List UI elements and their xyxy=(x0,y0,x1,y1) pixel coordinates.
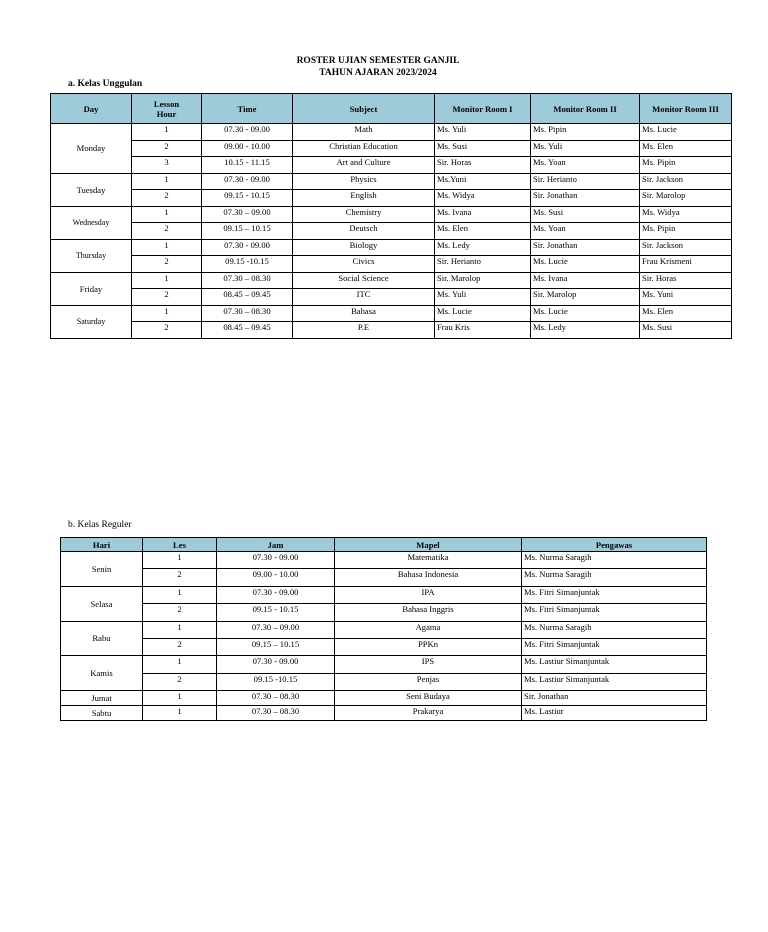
lesson-hour-cell: 1 xyxy=(132,206,202,223)
monitor-room-1-cell: Frau Kris xyxy=(435,322,531,339)
hari-cell: Senin xyxy=(61,552,143,587)
header-pengawas: Pengawas xyxy=(522,538,707,552)
mapel-cell: Seni Budaya xyxy=(335,691,522,706)
monitor-room-3-cell: Ms. Susi xyxy=(640,322,732,339)
table-row xyxy=(51,173,732,190)
day-cell: Thursday xyxy=(51,239,132,272)
hari-cell: Jumat xyxy=(61,691,143,706)
les-cell: 1 xyxy=(143,706,217,721)
header-time: Time xyxy=(202,94,293,124)
subject-cell: Civics xyxy=(293,256,435,273)
monitor-room-2-cell: Sir. Herianto xyxy=(531,173,640,190)
table-row xyxy=(61,569,707,586)
table-row xyxy=(61,586,707,603)
time-cell: 08.45 – 09.45 xyxy=(202,322,293,339)
subject-cell: English xyxy=(293,190,435,207)
table-row xyxy=(61,604,707,621)
lesson-hour-cell: 1 xyxy=(132,124,202,141)
time-cell: 07.30 - 09.00 xyxy=(202,239,293,256)
mapel-cell: Bahasa Inggris xyxy=(335,604,522,621)
lesson-hour-cell: 2 xyxy=(132,190,202,207)
lesson-hour-cell: 1 xyxy=(132,272,202,289)
time-cell: 07.30 – 08.30 xyxy=(202,272,293,289)
table-row xyxy=(61,691,707,706)
table-header-row xyxy=(51,94,732,124)
monitor-room-2-cell: Ms. Ledy xyxy=(531,322,640,339)
header-lesson-hour: Lesson Hour xyxy=(132,94,202,124)
monitor-room-2-cell: Ms. Lucie xyxy=(531,305,640,322)
time-cell: 07.30 – 08.30 xyxy=(202,305,293,322)
mapel-cell: PPKn xyxy=(335,638,522,655)
les-cell: 1 xyxy=(143,621,217,638)
les-cell: 2 xyxy=(143,673,217,690)
monitor-room-3-cell: Ms. Elen xyxy=(640,305,732,322)
header-monitor-room-2: Monitor Room II xyxy=(531,94,640,124)
table-row xyxy=(61,552,707,569)
mapel-cell: IPA xyxy=(335,586,522,603)
monitor-room-3-cell: Sir. Jackson xyxy=(640,239,732,256)
document-title: ROSTER UJIAN SEMESTER GANJIL xyxy=(296,56,460,66)
day-cell: Tuesday xyxy=(51,173,132,206)
monitor-room-2-cell: Sir. Jonathan xyxy=(531,190,640,207)
jam-cell: 07.30 – 08.30 xyxy=(217,691,335,706)
subject-cell: P.E xyxy=(293,322,435,339)
time-cell: 09.15 -10.15 xyxy=(202,256,293,273)
monitor-room-3-cell: Ms. Pipin xyxy=(640,157,732,174)
subject-cell: Physics xyxy=(293,173,435,190)
time-cell: 09.00 - 10.00 xyxy=(202,140,293,157)
pengawas-cell: Sir. Jonathan xyxy=(522,691,707,706)
jam-cell: 09.00 - 10.00 xyxy=(217,569,335,586)
monitor-room-3-cell: Sir. Horas xyxy=(640,272,732,289)
mapel-cell: Prakarya xyxy=(335,706,522,721)
monitor-room-1-cell: Ms. Ivana xyxy=(435,206,531,223)
table-row xyxy=(51,239,732,256)
pengawas-cell: Ms. Lastiur Simanjuntak xyxy=(522,673,707,690)
monitor-room-2-cell: Ms. Yoan xyxy=(531,157,640,174)
monitor-room-3-cell: Sir. Marolop xyxy=(640,190,732,207)
monitor-room-2-cell: Ms. Lucie xyxy=(531,256,640,273)
monitor-room-3-cell: Ms. Yuni xyxy=(640,289,732,306)
monitor-room-3-cell: Ms. Lucie xyxy=(640,124,732,141)
monitor-room-1-cell: Ms. Elen xyxy=(435,223,531,240)
lesson-hour-cell: 2 xyxy=(132,256,202,273)
mapel-cell: Penjas xyxy=(335,673,522,690)
subject-cell: Bahasa xyxy=(293,305,435,322)
jam-cell: 07.30 – 09.00 xyxy=(217,621,335,638)
table-row xyxy=(61,656,707,673)
monitor-room-1-cell: Ms.Yuni xyxy=(435,173,531,190)
time-cell: 07.30 - 09.00 xyxy=(202,173,293,190)
les-cell: 2 xyxy=(143,604,217,621)
subject-cell: ITC xyxy=(293,289,435,306)
day-cell: Friday xyxy=(51,272,132,305)
table-row xyxy=(51,322,732,339)
jam-cell: 07.30 - 09.00 xyxy=(217,552,335,569)
monitor-room-1-cell: Ms. Yuli xyxy=(435,124,531,141)
header-jam: Jam xyxy=(217,538,335,552)
les-cell: 1 xyxy=(143,586,217,603)
jam-cell: 09.15 – 10.15 xyxy=(217,638,335,655)
les-cell: 1 xyxy=(143,552,217,569)
table-row xyxy=(61,621,707,638)
table-row xyxy=(51,272,732,289)
table-row xyxy=(51,256,732,273)
table-row xyxy=(51,289,732,306)
monitor-room-3-cell: Ms. Pipin xyxy=(640,223,732,240)
time-cell: 08.45 – 09.45 xyxy=(202,289,293,306)
jam-cell: 07.30 – 08.30 xyxy=(217,706,335,721)
header-subject: Subject xyxy=(293,94,435,124)
lesson-hour-cell: 3 xyxy=(132,157,202,174)
hari-cell: Sabtu xyxy=(61,706,143,721)
table-row xyxy=(51,223,732,240)
monitor-room-2-cell: Sir. Marolop xyxy=(531,289,640,306)
pengawas-cell: Ms. Nurma Saragih xyxy=(522,569,707,586)
monitor-room-2-cell: Ms. Yoan xyxy=(531,223,640,240)
lesson-hour-cell: 1 xyxy=(132,239,202,256)
monitor-room-1-cell: Ms. Lucie xyxy=(435,305,531,322)
pengawas-cell: Ms. Lastiur Simanjuntak xyxy=(522,656,707,673)
day-cell: Monday xyxy=(51,124,132,174)
pengawas-cell: Ms. Lastiur xyxy=(522,706,707,721)
hari-cell: Kamis xyxy=(61,656,143,691)
subject-cell: Christian Education xyxy=(293,140,435,157)
les-cell: 1 xyxy=(143,691,217,706)
pengawas-cell: Ms. Nurma Saragih xyxy=(522,552,707,569)
hari-cell: Selasa xyxy=(61,586,143,621)
subject-cell: Biology xyxy=(293,239,435,256)
lesson-hour-cell: 2 xyxy=(132,140,202,157)
mapel-cell: Matematika xyxy=(335,552,522,569)
subject-cell: Social Science xyxy=(293,272,435,289)
header-monitor-room-3: Monitor Room III xyxy=(640,94,732,124)
table-row xyxy=(61,673,707,690)
table-row xyxy=(61,638,707,655)
kelas-reguler-table xyxy=(60,537,707,721)
pengawas-cell: Ms. Fitri Simanjuntak xyxy=(522,638,707,655)
monitor-room-2-cell: Ms. Pipin xyxy=(531,124,640,141)
jam-cell: 07.30 - 09.00 xyxy=(217,586,335,603)
monitor-room-2-cell: Ms. Yuli xyxy=(531,140,640,157)
mapel-cell: Bahasa Indonesia xyxy=(335,569,522,586)
subject-cell: Deutsch xyxy=(293,223,435,240)
monitor-room-1-cell: Sir. Marolop xyxy=(435,272,531,289)
table-row xyxy=(51,140,732,157)
monitor-room-1-cell: Ms. Widya xyxy=(435,190,531,207)
pengawas-cell: Ms. Nurma Saragih xyxy=(522,621,707,638)
monitor-room-3-cell: Ms. Widya xyxy=(640,206,732,223)
mapel-cell: IPS xyxy=(335,656,522,673)
jam-cell: 09.15 - 10.15 xyxy=(217,604,335,621)
les-cell: 2 xyxy=(143,569,217,586)
monitor-room-1-cell: Ms. Yuli xyxy=(435,289,531,306)
section-a-heading: a. Kelas Unggulan xyxy=(68,79,143,89)
header-les: Les xyxy=(143,538,217,552)
hari-cell: Rabu xyxy=(61,621,143,656)
header-hari: Hari xyxy=(61,538,143,552)
subject-cell: Art and Culture xyxy=(293,157,435,174)
table-row xyxy=(51,206,732,223)
table-header-row xyxy=(61,538,707,552)
header-mapel: Mapel xyxy=(335,538,522,552)
monitor-room-1-cell: Ms. Ledy xyxy=(435,239,531,256)
monitor-room-1-cell: Sir. Herianto xyxy=(435,256,531,273)
lesson-hour-cell: 1 xyxy=(132,173,202,190)
monitor-room-2-cell: Sir. Jonathan xyxy=(531,239,640,256)
lesson-hour-cell: 2 xyxy=(132,322,202,339)
table-row xyxy=(51,305,732,322)
pengawas-cell: Ms. Fitri Simanjuntak xyxy=(522,604,707,621)
pengawas-cell: Ms. Fitri Simanjuntak xyxy=(522,586,707,603)
subject-cell: Math xyxy=(293,124,435,141)
table-row xyxy=(51,124,732,141)
monitor-room-3-cell: Sir. Jackson xyxy=(640,173,732,190)
document-subtitle: TAHUN AJARAN 2023/2024 xyxy=(319,68,437,78)
kelas-unggulan-table xyxy=(50,93,732,339)
header-day: Day xyxy=(51,94,132,124)
monitor-room-1-cell: Ms. Susi xyxy=(435,140,531,157)
monitor-room-3-cell: Ms. Elen xyxy=(640,140,732,157)
lesson-hour-cell: 1 xyxy=(132,305,202,322)
jam-cell: 09.15 -10.15 xyxy=(217,673,335,690)
monitor-room-1-cell: Sir. Horas xyxy=(435,157,531,174)
time-cell: 10.15 - 11.15 xyxy=(202,157,293,174)
monitor-room-2-cell: Ms. Susi xyxy=(531,206,640,223)
jam-cell: 07.30 - 09.00 xyxy=(217,656,335,673)
day-cell: Saturday xyxy=(51,305,132,338)
time-cell: 09.15 - 10.15 xyxy=(202,190,293,207)
lesson-hour-cell: 2 xyxy=(132,223,202,240)
les-cell: 2 xyxy=(143,638,217,655)
les-cell: 1 xyxy=(143,656,217,673)
monitor-room-3-cell: Frau Krismeni xyxy=(640,256,732,273)
monitor-room-2-cell: Ms. Ivana xyxy=(531,272,640,289)
table-row xyxy=(51,157,732,174)
header-monitor-room-1: Monitor Room I xyxy=(435,94,531,124)
table-row xyxy=(61,706,707,721)
table-row xyxy=(51,190,732,207)
time-cell: 09.15 – 10.15 xyxy=(202,223,293,240)
mapel-cell: Agama xyxy=(335,621,522,638)
section-b-heading: b. Kelas Reguler xyxy=(68,520,132,530)
day-cell: Wednesday xyxy=(51,206,132,239)
lesson-hour-cell: 2 xyxy=(132,289,202,306)
time-cell: 07.30 – 09.00 xyxy=(202,206,293,223)
subject-cell: Chemistry xyxy=(293,206,435,223)
time-cell: 07.30 - 09.00 xyxy=(202,124,293,141)
